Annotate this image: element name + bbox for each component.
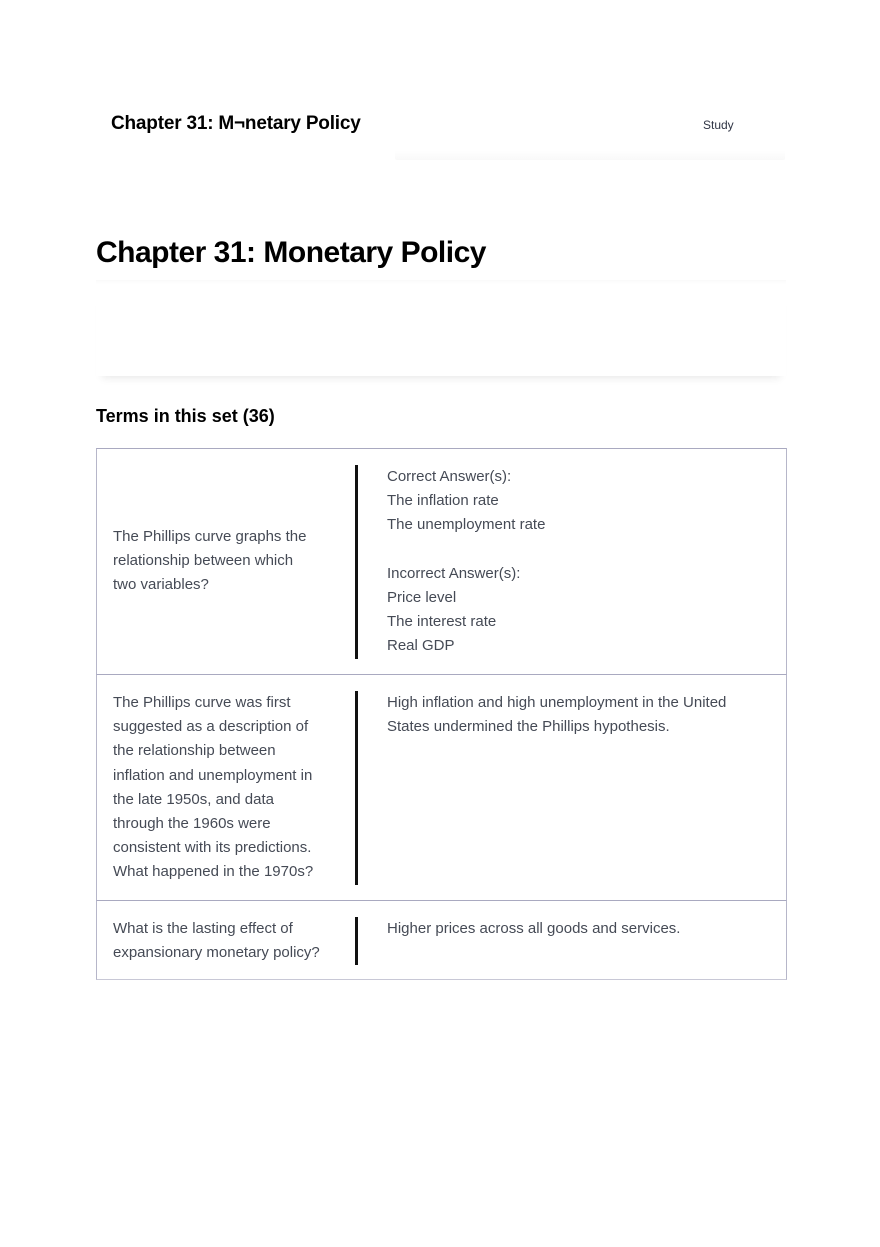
term-front-line: relationship between which xyxy=(113,552,294,570)
term-back-line: The inflation rate xyxy=(387,492,499,510)
term-back-line: Price level xyxy=(387,589,457,606)
term-front-line: inflation and unemployment in xyxy=(113,766,313,784)
term-back xyxy=(387,917,772,941)
term-divider xyxy=(355,917,358,965)
term-front-line: through the 1960s were xyxy=(113,815,271,833)
terms-heading: Terms in this set (36) xyxy=(96,406,275,426)
term-back xyxy=(387,465,772,659)
term-front-line: The Phillips curve was first xyxy=(113,694,291,711)
term-front xyxy=(113,691,335,885)
flashcard-area xyxy=(96,290,786,376)
term-front-line: consistent with its predictions. xyxy=(113,839,312,857)
term-front-line: expansionary monetary policy? xyxy=(113,944,320,962)
term-front xyxy=(113,525,335,598)
term-front-line: What is the lasting effect of xyxy=(113,920,293,937)
term-back-line xyxy=(387,538,772,562)
study-button[interactable]: Study xyxy=(703,118,734,132)
term-back xyxy=(387,691,772,739)
term-divider xyxy=(355,465,358,659)
term-front-line: The Phillips curve graphs the xyxy=(113,528,307,545)
term-divider xyxy=(355,691,358,885)
page-header xyxy=(0,0,880,160)
term-front-line: What happened in the 1970s? xyxy=(113,863,314,881)
title-divider xyxy=(96,280,786,284)
term-front xyxy=(113,917,335,965)
term-back-line: High inflation and high unemployment in the United xyxy=(387,694,727,711)
term-front-line: the relationship between xyxy=(113,742,276,760)
terms-list xyxy=(96,448,787,980)
term-back-line: The interest rate xyxy=(387,613,497,631)
term-back-line: Higher prices across all goods and services. xyxy=(387,920,681,937)
header-divider xyxy=(395,150,785,160)
term-row xyxy=(96,674,787,900)
term-back-line: Real GDP xyxy=(387,637,455,655)
term-row xyxy=(96,900,787,980)
term-back-line: Correct Answer(s): xyxy=(387,468,512,485)
term-back-line: States undermined the Phillips hypothesis. xyxy=(387,718,670,736)
term-front-line: the late 1950s, and data xyxy=(113,790,274,808)
term-row xyxy=(96,448,787,674)
header-title: Chapter 31: M¬netary Policy xyxy=(111,113,361,134)
term-front-line: two variables? xyxy=(113,576,209,594)
term-front-line: suggested as a description of xyxy=(113,718,309,736)
term-back-line: The unemployment rate xyxy=(387,516,546,534)
term-back-line: Incorrect Answer(s): xyxy=(387,564,521,582)
page-title: Chapter 31: Monetary Policy xyxy=(96,236,486,269)
